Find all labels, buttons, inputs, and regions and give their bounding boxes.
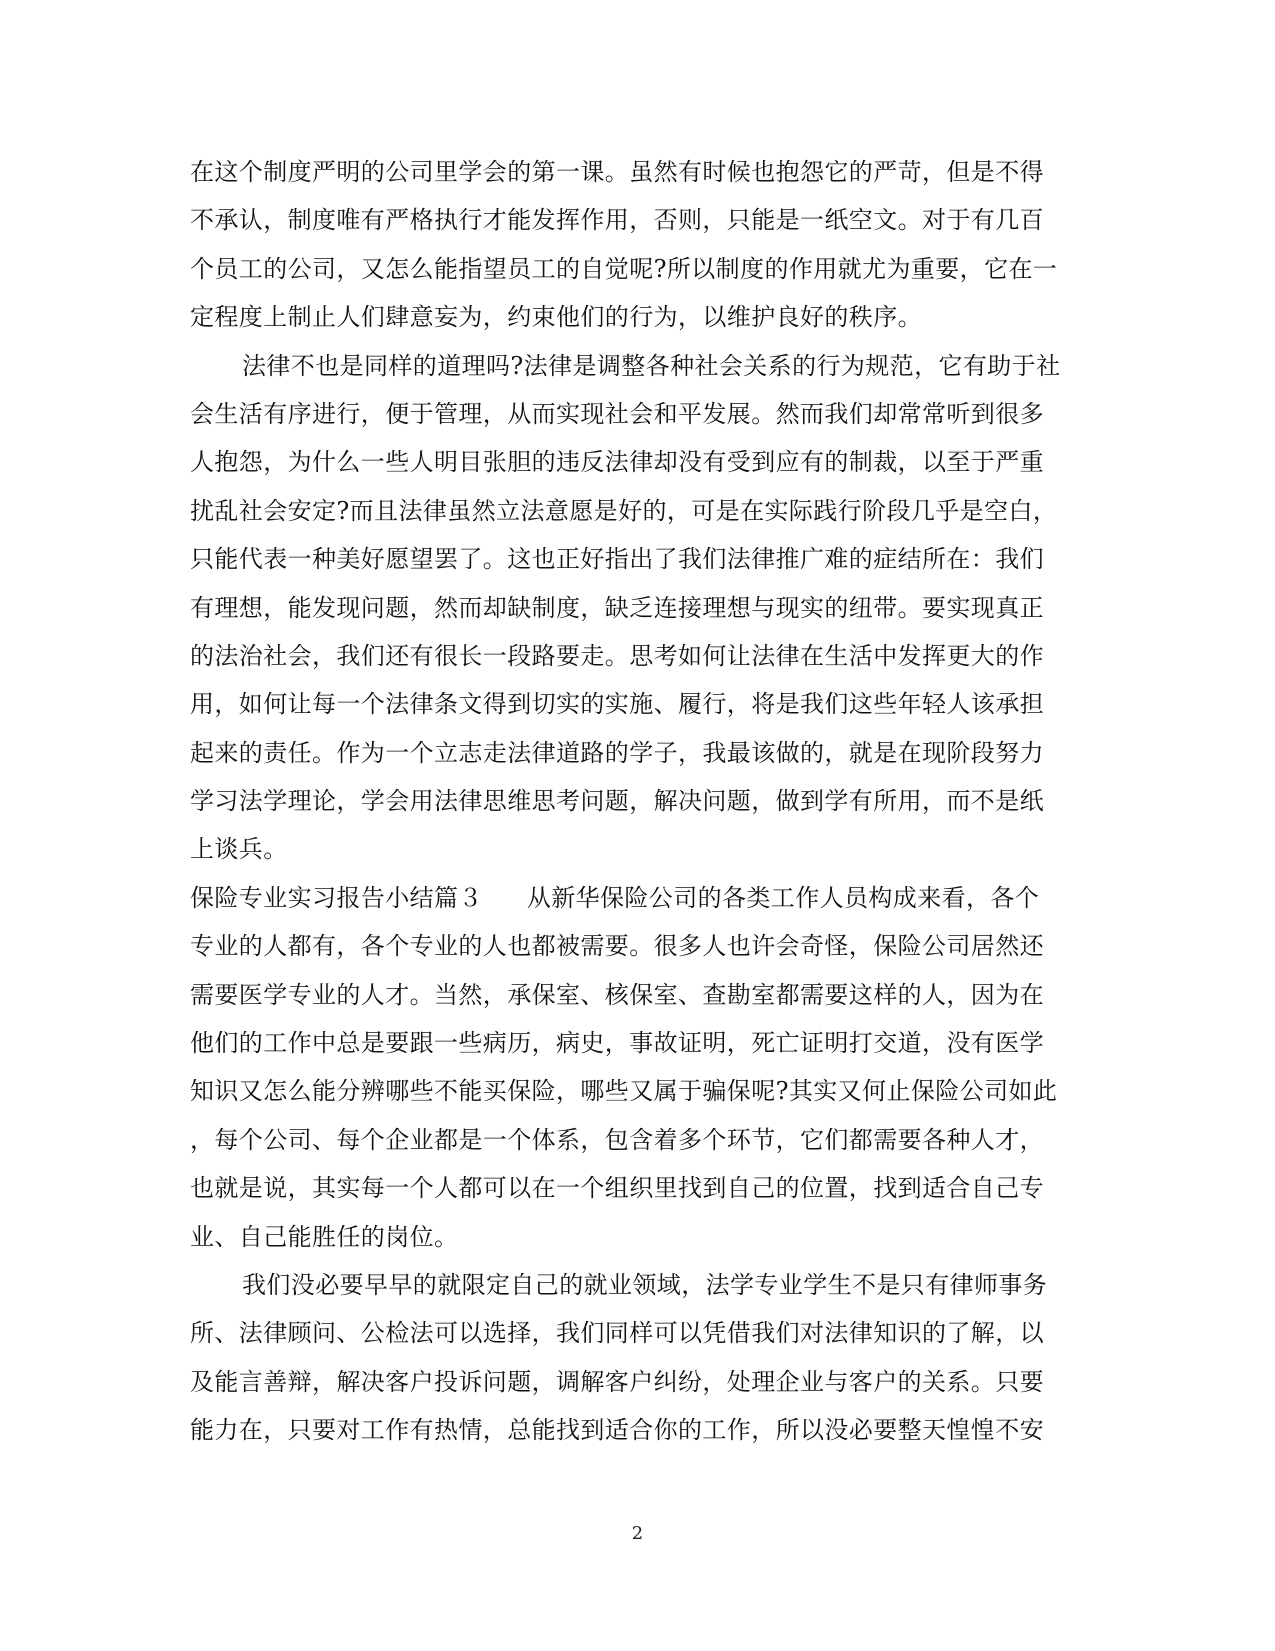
text-line: 定程度上制止人们肆意妄为，约束他们的行为，以维护良好的秩序。: [190, 303, 922, 332]
text-line: ，每个公司、每个企业都是一个体系，包含着多个环节，它们都需要各种人才，: [190, 1125, 1044, 1154]
text-line: 只能代表一种美好愿望罢了。这也正好指出了我们法律推广难的症结所在：我们: [190, 545, 1044, 574]
text-line: 会生活有序进行，便于管理，从而实现社会和平发展。然而我们却常常听到很多: [190, 399, 1044, 428]
section-heading-line: [190, 874, 1070, 922]
text-line: 扰乱社会安定?而且法律虽然立法意愿是好的，可是在实际践行阶段几乎是空白，: [190, 496, 1058, 525]
text-line: 人抱怨，为什么一些人明目张胆的违反法律却没有受到应有的制裁，以至于严重: [190, 448, 1044, 477]
text-line: 个员工的公司，又怎么能指望员工的自觉呢?所以制度的作用就尤为重要，它在一: [190, 254, 1058, 283]
paragraph-4: [190, 1261, 1070, 1455]
text-line: 所、法律顾问、公检法可以选择，我们同样可以凭借我们对法律知识的了解，以: [190, 1319, 1044, 1348]
page-number: 2: [631, 1523, 644, 1544]
text-line: 需要医学专业的人才。当然，承保室、核保室、查勘室都需要这样的人，因为在: [190, 980, 1044, 1009]
text-line: 业、自己能胜任的岗位。: [190, 1222, 459, 1251]
text-line: 上谈兵。: [190, 835, 288, 864]
text-line: 用，如何让每一个法律条文得到切实的实施、履行，将是我们这些年轻人该承担: [190, 690, 1044, 719]
text-line: 的法治社会，我们还有很长一段路要走。思考如何让法律在生活中发挥更大的作: [190, 641, 1044, 670]
text-line: 有理想，能发现问题，然而却缺制度，缺乏连接理想与现实的纽带。要实现真正: [190, 593, 1044, 622]
text-line: 不承认，制度唯有严格执行才能发挥作用，否则，只能是一纸空文。对于有几百: [190, 206, 1044, 235]
text-line: 学习法学理论，学会用法律思维思考问题，解决问题，做到学有所用，而不是纸: [190, 787, 1044, 816]
text-line: 专业的人都有，各个专业的人也都被需要。很多人也许会奇怪，保险公司居然还: [190, 932, 1044, 961]
paragraph-3: [190, 874, 1070, 1261]
text-line: 及能言善辩，解决客户投诉问题，调解客户纠纷，处理企业与客户的关系。只要: [190, 1367, 1044, 1396]
section-heading: 保险专业实习报告小结篇３: [190, 883, 483, 912]
text-line: 我们没必要早早的就限定自己的就业领域，法学专业学生不是只有律师事务: [242, 1270, 1048, 1299]
paragraph-1: [190, 148, 1070, 342]
text-line: 法律不也是同样的道理吗?法律是调整各种社会关系的行为规范，它有助于社: [242, 351, 1061, 380]
text-line: 也就是说，其实每一个人都可以在一个组织里找到自己的位置，找到适合自己专: [190, 1174, 1044, 1203]
text-line: 他们的工作中总是要跟一些病历，病史，事故证明，死亡证明打交道，没有医学: [190, 1029, 1044, 1058]
text-line: 知识又怎么能分辨哪些不能买保险，哪些又属于骗保呢?其实又何止保险公司如此: [190, 1077, 1058, 1106]
paragraph-2: [190, 342, 1070, 874]
text-line: 能力在，只要对工作有热情，总能找到适合你的工作，所以没必要整天惶惶不安: [190, 1416, 1044, 1445]
text-line: 在这个制度严明的公司里学会的第一课。虽然有时候也抱怨它的严苛，但是不得: [190, 158, 1044, 186]
text-run: 从新华保险公司的各类工作人员构成来看，各个: [526, 883, 1040, 912]
text-line: 起来的责任。作为一个立志走法律道路的学子，我最该做的，就是在现阶段努力: [190, 738, 1044, 767]
body-text: [190, 148, 1070, 1455]
